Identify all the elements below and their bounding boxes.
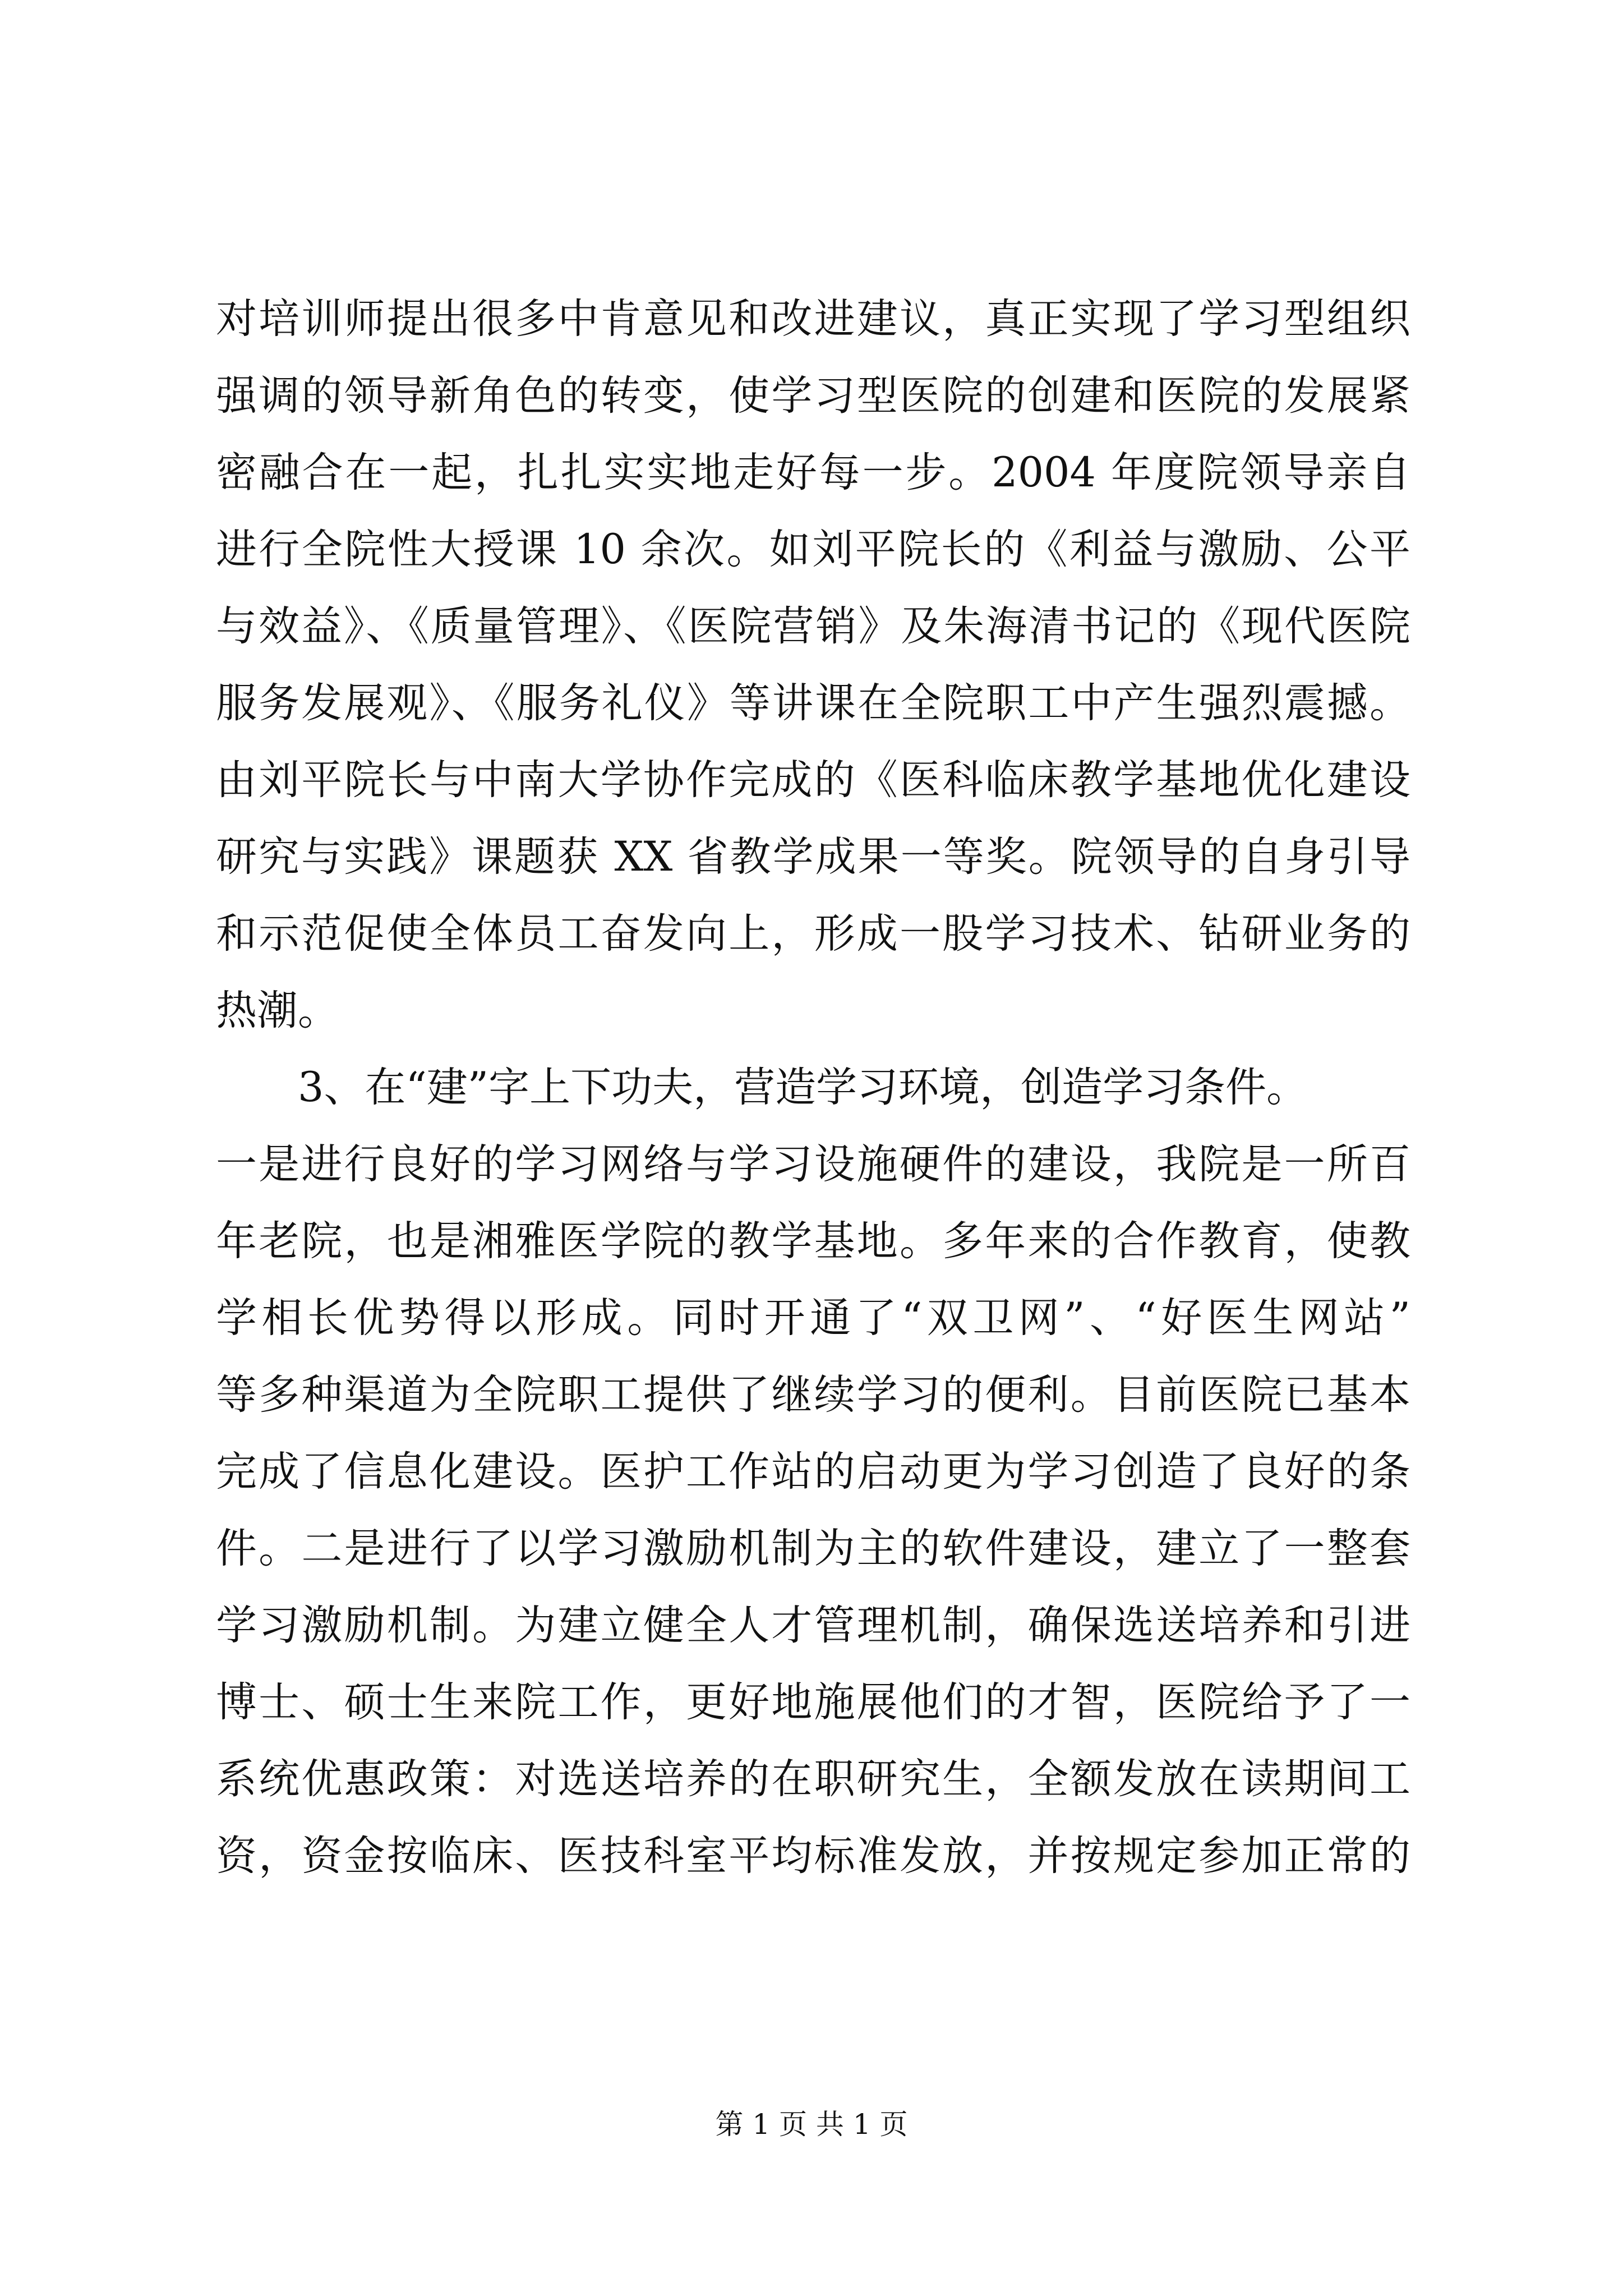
text-line: 博士、硕士生来院工作，更好地施展他们的才智，医院给予了一 xyxy=(216,1678,1410,1726)
text-line: 服务发展观》、《服务礼仪》等讲课在全院职工中产生强烈震撼。 xyxy=(216,679,1410,727)
text-line: 一是进行良好的学习网络与学习设施硬件的建设，我院是一所百 xyxy=(216,1140,1410,1188)
text-line: 学习激励机制。为建立健全人才管理机制，确保选送培养和引进 xyxy=(216,1602,1410,1649)
text-line: 对培训师提出很多中肯意见和改进建议，真正实现了学习型组织 xyxy=(216,295,1410,343)
text-line: 年老院，也是湘雅医学院的教学基地。多年来的合作教育，使教 xyxy=(216,1217,1410,1265)
text-line: 等多种渠道为全院职工提供了继续学习的便利。目前医院已基本 xyxy=(216,1371,1410,1419)
text-line: 完成了信息化建设。医护工作站的启动更为学习创造了良好的条 xyxy=(216,1448,1410,1496)
text-line: 强调的领导新角色的转变，使学习型医院的创建和医院的发展紧 xyxy=(216,372,1410,420)
text-line: 件。二是进行了以学习激励机制为主的软件建设，建立了一整套 xyxy=(216,1525,1410,1572)
page-footer: 第 1 页 共 1 页 xyxy=(715,2108,908,2141)
text-line: 密融合在一起，扎扎实实地走好每一步。2004 年度院领导亲自 xyxy=(216,449,1410,496)
paragraph-heading-line: 3、在“建”字上下功夫，营造学习环境，创造学习条件。 xyxy=(298,1064,1308,1111)
text-line: 学相长优势得以形成。同时开通了“双卫网”、“好医生网站” xyxy=(216,1294,1410,1342)
text-line: 进行全院性大授课 10 余次。如刘平院长的《利益与激励、公平 xyxy=(216,526,1410,573)
text-line: 资，资金按临床、医技科室平均标准发放，并按规定参加正常的 xyxy=(216,1832,1410,1880)
text-line: 和示范促使全体员工奋发向上，形成一股学习技术、钻研业务的 xyxy=(216,910,1410,958)
text-line: 由刘平院长与中南大学协作完成的《医科临床教学基地优化建设 xyxy=(216,756,1410,804)
text-line: 热潮。 xyxy=(216,987,339,1034)
text-line: 系统优惠政策：对选送培养的在职研究生，全额发放在读期间工 xyxy=(216,1755,1410,1803)
text-line: 与效益》、《质量管理》、《医院营销》及朱海清书记的《现代医院 xyxy=(216,602,1410,650)
body-text xyxy=(216,280,1410,1894)
text-line: 研究与实践》课题获 XX 省教学成果一等奖。院领导的自身引导 xyxy=(216,833,1410,881)
